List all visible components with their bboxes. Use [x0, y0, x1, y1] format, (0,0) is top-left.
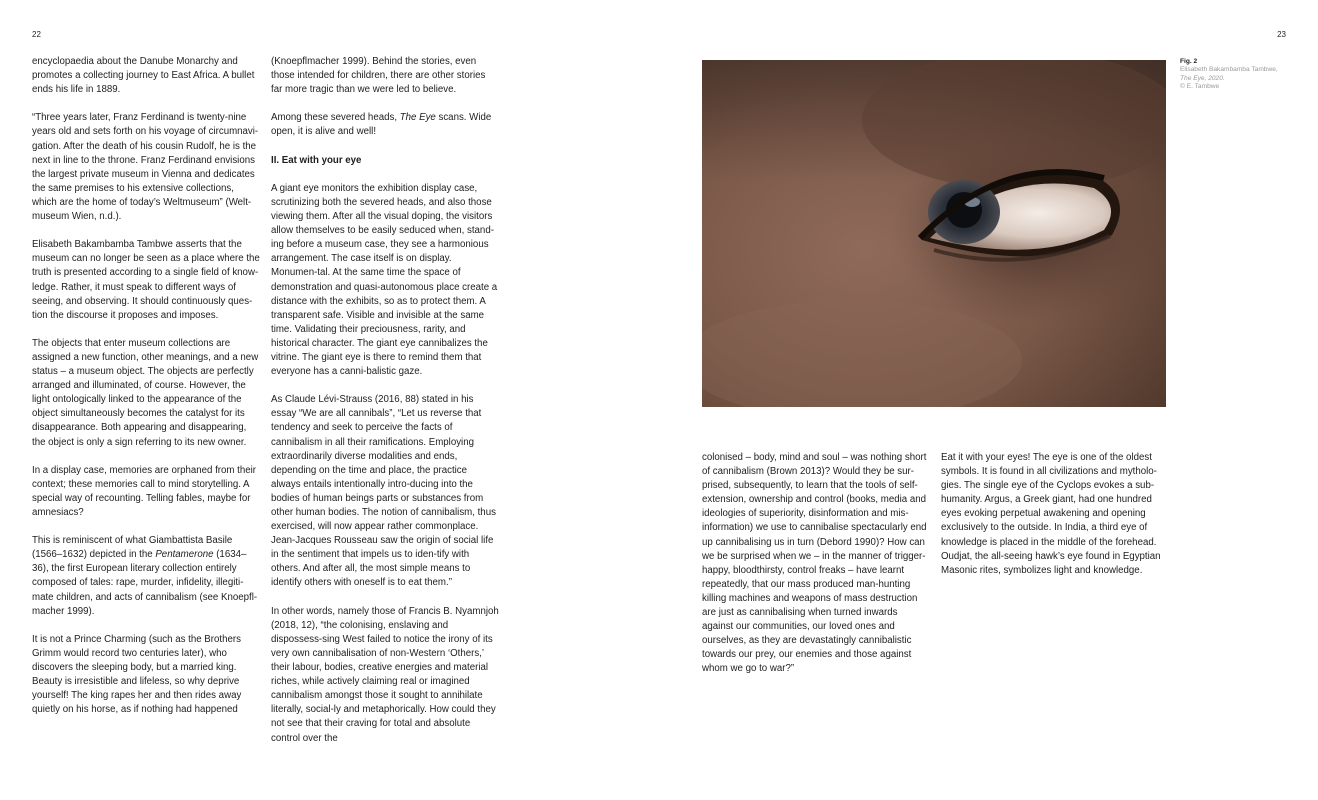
paragraph: In a display case, memories are orphaned from their context; these memories call to mind storytelling. A special way of recounting. Telling fables, maybe for amnesiacs? — [32, 464, 256, 518]
page-number-right: 23 — [1277, 30, 1286, 39]
paragraph: A giant eye monitors the exhibition display case, scrutinizing both the severed heads, and also those viewing them. After all the visual doping, the visitors allow themselves to be easily seduced when, stand-ing before a museum case, they see a harmonious arrangement. The case itself is on display. Monumen-tal. At the same time the space of demonstration and quasi-autonomous place create a distance with the exhibits, so as to protect them. A transparent safe. Visible and invisible at the same time. Validating their preciousness, rarity, and historical character. The giant eye cannibalizes the vitrine. The giant eye is there to remind them that everyone has a canni-balistic gaze. — [271, 182, 498, 378]
text-column-2 — [271, 55, 499, 746]
paragraph: “Three years later, Franz Ferdinand is twenty-nine years old and sets forth on his voyage of circumnavi-gation. After the death of his cousin Rudolf, he is the next in line to the throne. Franz Ferdinand envisions the largest private museum in Vienna and dedicates the same premises to his extensive collections, which are the home of today’s Weltmuseum” (Welt-museum Wien, n.d.). — [32, 112, 259, 223]
paragraph — [32, 534, 260, 619]
book-title: Pentamerone — [155, 549, 214, 561]
text-run: This is reminiscent of what Giambattista Basile (1566–1632) depicted in the — [32, 535, 233, 561]
page-number-left: 22 — [32, 30, 41, 39]
caption-artist: Elisabeth Bakambamba Tambwe, — [1180, 66, 1278, 74]
figure-caption — [1180, 58, 1290, 92]
paragraph: Eat it with your eyes! The eye is one of the oldest symbols. It is found in all civilizations and mytholo-gies. The single eye of the Cyclops evokes a sub-humanity. Argus, a Greek giant, had one hundred eyes evoking perpetual awakening and opening exclusively to the outside. In India, a third eye of knowledge is placed in the middle of the forehead. Oudjat, the all-seeing hawk’s eye found in Egyptian Masonic rites, symbolizes light and knowledge. — [941, 452, 1161, 576]
paragraph: The objects that enter museum collections are assigned a new function, other meanings, and a new status – a museum object. The objects are perfectly arranged and illuminated, of course. However, the light ontologically linked to the appearance of the object simultaneously becomes the catalyst for its disappearance. Both appearing and disappearing, the object is only a sign referring to its new owner. — [32, 337, 259, 448]
text-run: scans. Wide open, it is alive and well! — [271, 112, 492, 138]
caption-title: The Eye, 2020. — [1180, 74, 1225, 82]
eye-image — [702, 60, 1166, 407]
paragraph: encyclopaedia about the Danube Monarchy and promotes a collecting journey to East Africa. A bullet ends his life in 1889. — [32, 56, 255, 96]
text-column-4 — [941, 451, 1166, 578]
paragraph: colonised – body, mind and soul – was nothing short of cannibalism (Brown 2013)? Would they be sur-prised, subsequently, to learn that the tools of self-extension, ownership and control (books, media and ideologies of superiority, disinformation and mis-information) we use to cannibalise spectacularly end up cannibalising us in turn (Debord 1990)? How can we be surprised when we – in the manner of trigger-happy, bloodthirsty, control freaks – have learnt repeatedly, that our mass produced man-hunting killing machines and weapons of mass destruction are just as cannibalising when turned inwards against our communities, our loved ones and ourselves, as they are devastatingly cannibalistic towards our prey, our enemies and those against whom we go to war?” — [702, 452, 927, 675]
paragraph: In other words, namely those of Francis B. Nyamnjoh (2018, 12), “the colonising, enslaving and dispossess-sing West failed to notice the irony of its very own cannibalisation of non-Western ‘Others,’ their labour, bodies, creative energies and material riches, while actively claiming real or imagined cannibalism amongst those it sought to annihilate literally, social-ly and metaphorically. How could they not see that their craving for total and absolute control over the — [271, 605, 499, 744]
paragraph: It is not a Prince Charming (such as the Brothers Grimm would record two centuries later), who discovers the sleeping body, but a married king. Beauty is irresistible and lifeless, so why deprive yourself! The king rapes her and then rides away quietly on his horse, as if nothing had happened — [32, 633, 242, 716]
text-column-3 — [702, 451, 930, 677]
artwork-title: The Eye — [399, 112, 436, 124]
section-heading: II. Eat with your eye — [271, 154, 362, 166]
text-run: Among these severed heads, — [271, 112, 400, 124]
paragraph: As Claude Lévi-Strauss (2016, 88) stated in his essay “We are all cannibals”, “Let us reverse that tendency and seek to perceive the facts of cannibalism in all their ramifications. Employing extraordinarily diverse modalities and ends, depending on the time and place, the practice always entails intentionally intro-ducing into the bodies of human beings parts or substances from other human bodies. The notion of cannibalism, thus exercised, will now appear rather commonplace. Jean-Jacques Rousseau saw the origin of social life in the sentiment that impels us to iden-tify with others. And after all, the most simple means to identify others with oneself is to eat them.” — [271, 394, 496, 589]
text-column-1 — [32, 55, 260, 717]
paragraph: (Knoepflmacher 1999). Behind the stories, even those intended for children, there are other stories far more tragic than we were led to believe. — [271, 56, 486, 96]
paragraph: Elisabeth Bakambamba Tambwe asserts that the museum can no longer be seen as a place where the truth is presented according to a single field of know-ledge. Rather, it must speak to different ways of seeing, and observing. It should continuously ques-tion the discourse it proposes and imposes. — [32, 239, 260, 321]
eye-photograph — [702, 60, 1166, 407]
caption-credit: © E. Tambwe — [1180, 83, 1220, 91]
paragraph — [271, 111, 499, 139]
figure-label: Fig. 2 — [1180, 58, 1198, 65]
text-run: (1634–36), the first European literary collection entirely composed of tales: rape, murder, infidelity, illegiti-mate children, and acts of cannibalism (see Knoepfl-macher 1999). — [32, 549, 258, 617]
